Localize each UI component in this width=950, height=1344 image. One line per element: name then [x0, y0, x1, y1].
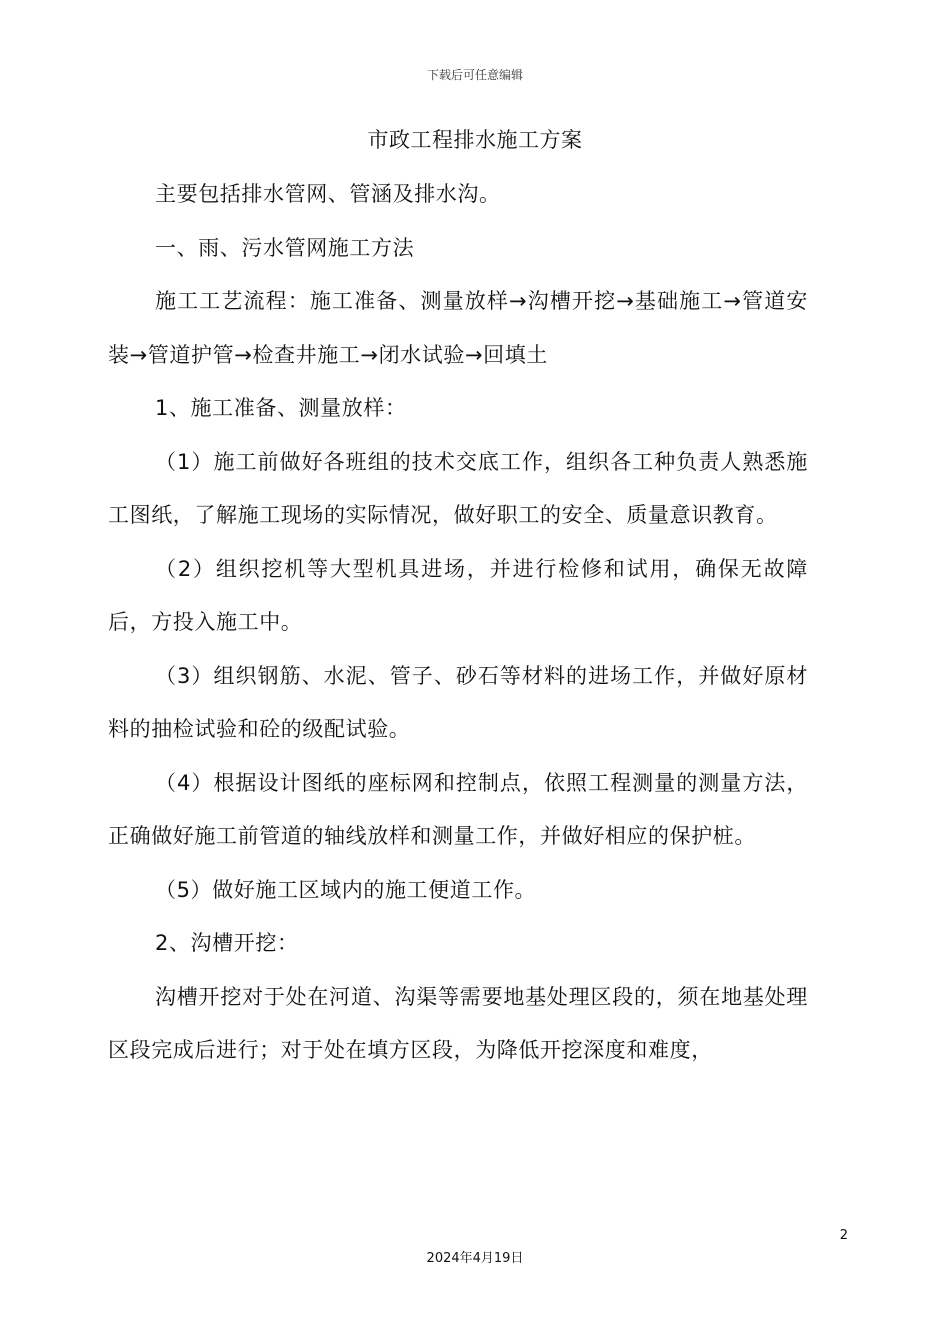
page-header-note: 下载后可任意编辑	[426, 68, 523, 82]
section-heading-pipe-network: 一、雨、污水管网施工方法	[155, 235, 415, 260]
list-item-preparation-5: （5）做好施工区域内的施工便道工作。	[155, 877, 537, 902]
page-number: 2	[839, 1228, 848, 1243]
paragraph-trench-excavation: 沟槽开挖对于处在河道、沟渠等需要地基处理区段的，须在地基处理区段完成后进行；对于处在填方区段，为降低开挖深度和难度，	[108, 984, 808, 1062]
paragraph-scope: 主要包括排水管网、管涵及排水沟。	[155, 182, 501, 206]
page-footer-date: 2024年4月19日	[426, 1251, 524, 1266]
list-item-preparation-4: （4）根据设计图纸的座标网和控制点，依照工程测量的测量方法，正确做好施工前管道的轴线放样和测量工作，并做好相应的保护桩。	[108, 770, 808, 848]
list-item-preparation-1: （1）施工前做好各班组的技术交底工作，组织各工种负责人熟悉施工图纸，了解施工现场的实际情况，做好职工的安全、质量意识教育。	[108, 449, 808, 527]
paragraph-process-flow: 施工工艺流程：施工准备、测量放样→沟槽开挖→基础施工→管道安装→管道护管→检查井施工→闭水试验→回填土	[108, 289, 808, 367]
list-item-preparation-3: （3）组织钢筋、水泥、管子、砂石等材料的进场工作，并做好原材料的抽检试验和砼的级配试验。	[108, 663, 808, 741]
subsection-heading-preparation: 1、施工准备、测量放样：	[155, 396, 407, 420]
subsection-heading-trench: 2、沟槽开挖：	[155, 931, 299, 955]
list-item-preparation-2: （2）组织挖机等大型机具进场，并进行检修和试用，确保无故障后，方投入施工中。	[108, 556, 808, 634]
document-title: 市政工程排水施工方案	[367, 128, 583, 152]
document-body	[108, 168, 808, 1078]
